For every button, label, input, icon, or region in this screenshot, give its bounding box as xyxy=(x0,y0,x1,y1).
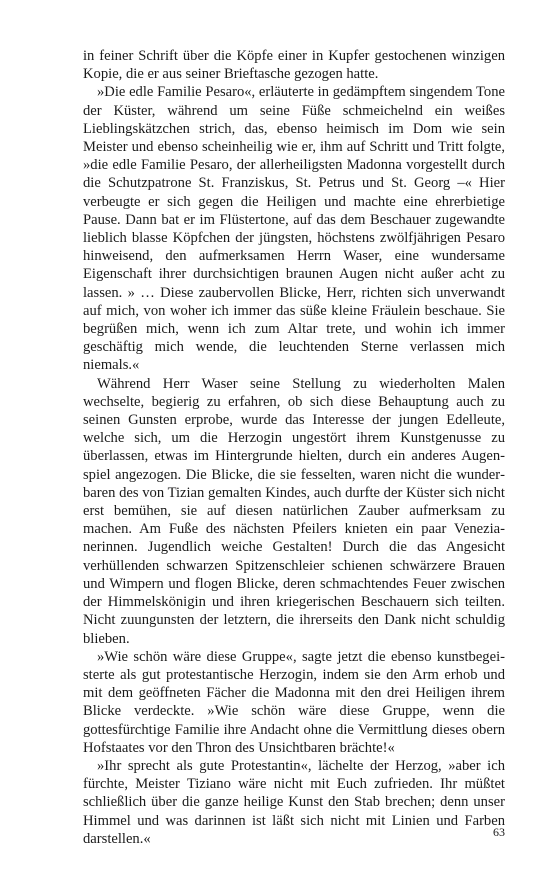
text-paragraph-5: »Ihr sprecht als gute Protestantin«, lächelte der Herzog, »aber ich fürchte, Meister Tiziano wäre nicht mit Euch zufrieden. Ihr müßtet schließlich über die ganze heilige Kunst den Stab brechen; denn unser Himmel und was darinnen ist läßt sich nicht mit Linien und Farben darstellen.« xyxy=(83,757,505,847)
text-paragraph-3: Während Herr Waser seine Stellung zu wiederholten Malen wechselte, begierig zu erfahren, ob sich diese Behauptung auch zu seinen Gunsten erprobe, wurde das Interesse der jungen Edelleute, welche sich, um die Herzogin ungestört ihrem Kunstgenusse zu überlassen, etwas im Hintergrunde hielten, durch ein anderes Augenspiel angezogen. Die Blicke, die sie fesselten, waren nicht die wunderbaren des von Tizian gemalten Kindes, auch durfte der Küster sich nicht erst bemühen, sie auf diesen natürlichen Zauber aufmerksam zu machen. Am Fuße des nächsten Pfeilers knieten ein paar Venezianerinnen. Jugendlich weiche Gestalten! Durch die das Angesicht verhüllenden schwarzen Spitzenschleier schienen schwärzere Brauen und Wimpern und flogen Blicke, deren schmachtendes Feuer zwischen der Himmelskönigin und ihren kriegerischen Beschauern sich teilten. Nicht zuungunsten der letztern, die ihrerseits den Dank nicht schuldig blieben. xyxy=(83,375,505,647)
text-paragraph-1: in feiner Schrift über die Köpfe einer in Kupfer gestochenen winzigen Kopie, die er aus seiner Brieftasche gezogen hatte. xyxy=(83,48,505,83)
text-paragraph-2: »Die edle Familie Pesaro«, erläuterte in gedämpftem singendem Tone der Küster, während um seine Füße schmeichelnd ein weißes Lieblingskätzchen strich, das, ebenso heimisch im Dom wie sein Meister und ebenso scheinheilig wie er, ihm auf Schritt und Tritt folgte, »die edle Familie Pesaro, der allerheiligsten Madonna vorgestellt durch die Schutzpatrone St. Franziskus, St. Petrus und St. Georg –« Hier verbeugte er sich gegen die Heiligen und machte eine ehrerbietige Pause. Dann bat er im Flüstertone, auf das dem Beschauer zugewandte lieblich blasse Köpfchen der jüngsten, höchstens zwölfjährigen Pesaro hinweisend, den aufmerksamen Herrn Waser, eine wundersame Eigenschaft ihrer durchsichtigen braunen Augen nicht außer acht zu lassen. » … Diese zaubervollen Blicke, Herr, richten sich unverwandt auf mich, von woher ich immer das süße kleine Fräulein beschaue. Sie begrüßen mich, wenn ich zum Altar trete, und wohin ich immer geschäftig mich wende, die leuchtenden Sterne verlassen mich niemals.« xyxy=(83,84,505,374)
page-number: 63 xyxy=(493,825,505,839)
page-body xyxy=(83,47,505,848)
text-paragraph-4: »Wie schön wäre diese Gruppe«, sagte jetzt die ebenso kunstbegeisterte als gut protestantische Herzogin, indem sie den Arm erhob und mit dem geöffneten Fächer die Madonna mit den drei Heiligen ihrem Blicke verdeckte. »Wie schön wäre diese Gruppe, wenn die gottesfürchtige Familie ihre Andacht ohne die Vermittlung dieses obern Hofstaates vor den Thron des Unsichtbaren brächte!« xyxy=(83,648,505,756)
